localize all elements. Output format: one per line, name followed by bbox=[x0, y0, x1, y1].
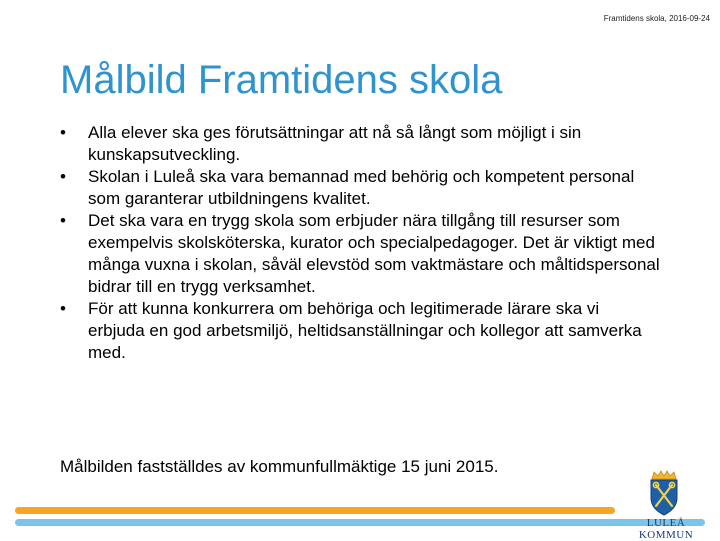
bullet-marker: • bbox=[60, 299, 66, 318]
footer-text: Målbilden fastställdes av kommunfullmäktige 15 juni 2015. bbox=[60, 457, 499, 476]
list-item bbox=[60, 166, 660, 210]
bullet-text: Alla elever ska ges förutsättningar att nå så långt som möjligt i sin kunskapsutveckling. bbox=[88, 123, 582, 164]
lulea-kommun-logo bbox=[618, 470, 714, 541]
lulea-coat-of-arms-icon bbox=[618, 470, 714, 516]
list-item bbox=[60, 122, 660, 166]
orange-stripe bbox=[15, 507, 615, 514]
bullet-marker: • bbox=[60, 167, 66, 186]
list-item bbox=[60, 298, 660, 364]
bullet-text: Skolan i Luleå ska vara bemannad med behörig och kompetent personal som garanterar utbildningens kvalitet. bbox=[88, 167, 635, 208]
list-item bbox=[60, 210, 660, 298]
header-note: Framtidens skola, 2016-09-24 bbox=[603, 14, 710, 23]
bullet-marker: • bbox=[60, 123, 66, 142]
bullet-list bbox=[60, 122, 660, 364]
page-title: Målbild Framtidens skola bbox=[60, 58, 503, 102]
blue-stripe bbox=[15, 519, 705, 526]
logo-text: LULEÅ KOMMUN bbox=[638, 517, 694, 541]
bullet-text: Det ska vara en trygg skola som erbjuder nära tillgång till resurser som exempelvis skolsköterska, kurator och specialpedagoger. Det är viktigt med många vuxna i skolan, såväl elevstöd som vaktmästare och måltidspersonal bidrar till en trygg verksamhet. bbox=[88, 211, 660, 296]
bullet-marker: • bbox=[60, 211, 66, 230]
bullet-text: För att kunna konkurrera om behöriga och legitimerade lärare ska vi erbjuda en god arbetsmiljö, heltidsanställningar och kollegor att samverka med. bbox=[88, 299, 642, 362]
